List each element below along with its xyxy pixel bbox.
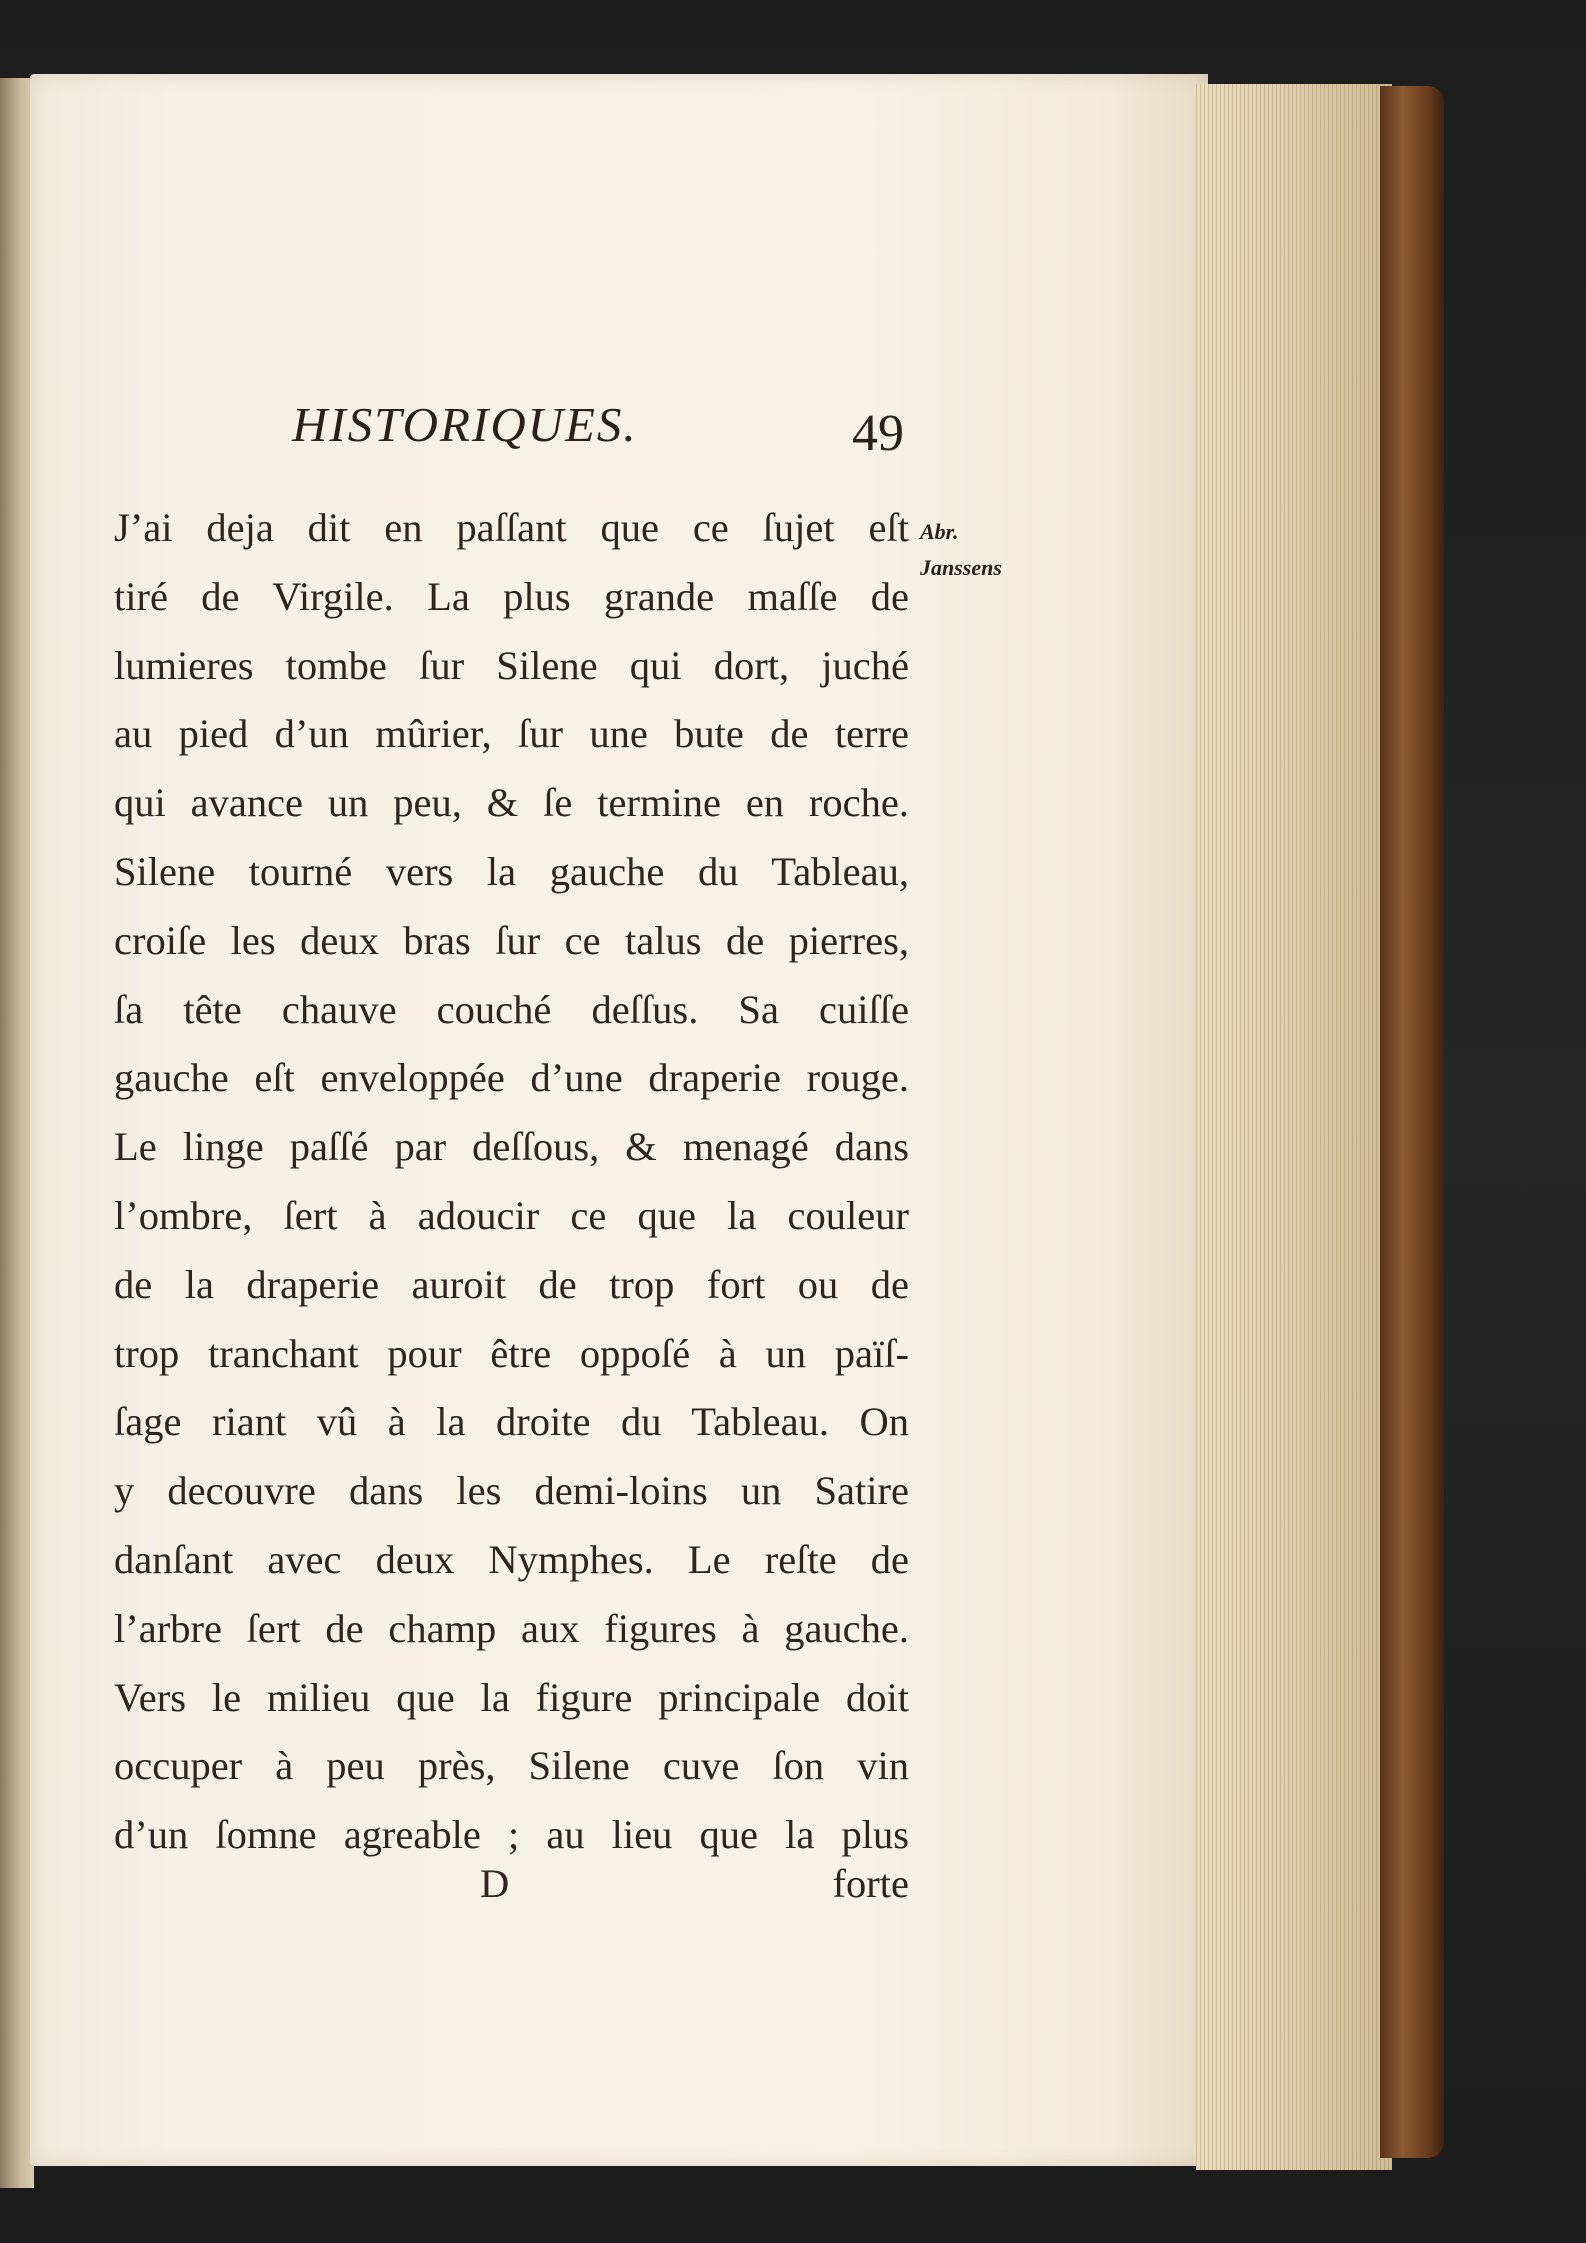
margin-note-line-2: Janssens bbox=[920, 555, 1002, 580]
margin-note bbox=[920, 514, 1002, 586]
page-number: 49 bbox=[852, 405, 904, 462]
margin-note-line-1: Abr. bbox=[920, 519, 959, 544]
text-line: J’ai deja dit en paſſant que ce ſujet eſt bbox=[114, 505, 909, 550]
text-line: l’ombre, ſert à adoucir ce que la couleur bbox=[114, 1192, 909, 1238]
catchword: forte bbox=[832, 1861, 909, 1906]
text-line: Le linge paſſé par deſſous, & menagé dans bbox=[114, 1124, 909, 1170]
text-line: ſa tête chauve couché deſſus. Sa cuiſſe bbox=[114, 986, 909, 1032]
text-line: tiré de Virgile. La plus grande maſſe de bbox=[114, 573, 909, 619]
body-text bbox=[114, 494, 909, 1870]
text-line: l’arbre ſert de champ aux figures à gauche. bbox=[114, 1605, 909, 1651]
text-line: Vers le milieu que la figure principale doit bbox=[114, 1674, 909, 1720]
text-line: qui avance un peu, & ſe termine en roche. bbox=[114, 780, 909, 826]
book-page bbox=[30, 74, 1208, 2166]
text-line: occuper à peu près, Silene cuve ſon vin bbox=[114, 1743, 909, 1789]
text-line: danſant avec deux Nymphes. Le reſte de bbox=[114, 1536, 909, 1582]
text-line: d’un ſomne agreable ; au lieu que la plus bbox=[114, 1812, 909, 1858]
text-line: Silene tourné vers la gauche du Tableau, bbox=[114, 848, 909, 894]
left-page-edge bbox=[0, 78, 34, 2188]
text-line: croiſe les deux bras ſur ce talus de pierres, bbox=[114, 917, 909, 963]
text-line: lumieres tombe ſur Silene qui dort, juché bbox=[114, 642, 909, 688]
running-head: HISTORIQUES. bbox=[292, 397, 638, 452]
text-line: de la draperie auroit de trop fort ou de bbox=[114, 1261, 909, 1307]
text-line: trop tranchant pour être oppoſé à un païſ- bbox=[114, 1330, 909, 1376]
text-line: au pied d’un mûrier, ſur une bute de terre bbox=[114, 711, 909, 757]
text-line: gauche eſt enveloppée d’une draperie rouge. bbox=[114, 1055, 909, 1101]
signature-mark: D bbox=[480, 1861, 510, 1906]
page-block-fore-edge bbox=[1196, 84, 1392, 2170]
leather-cover bbox=[1380, 86, 1444, 2158]
page-footer bbox=[114, 1860, 909, 1920]
text-line: ſage riant vû à la droite du Tableau. On bbox=[114, 1399, 909, 1445]
text-line: y decouvre dans les demi-loins un Satire bbox=[114, 1468, 909, 1514]
